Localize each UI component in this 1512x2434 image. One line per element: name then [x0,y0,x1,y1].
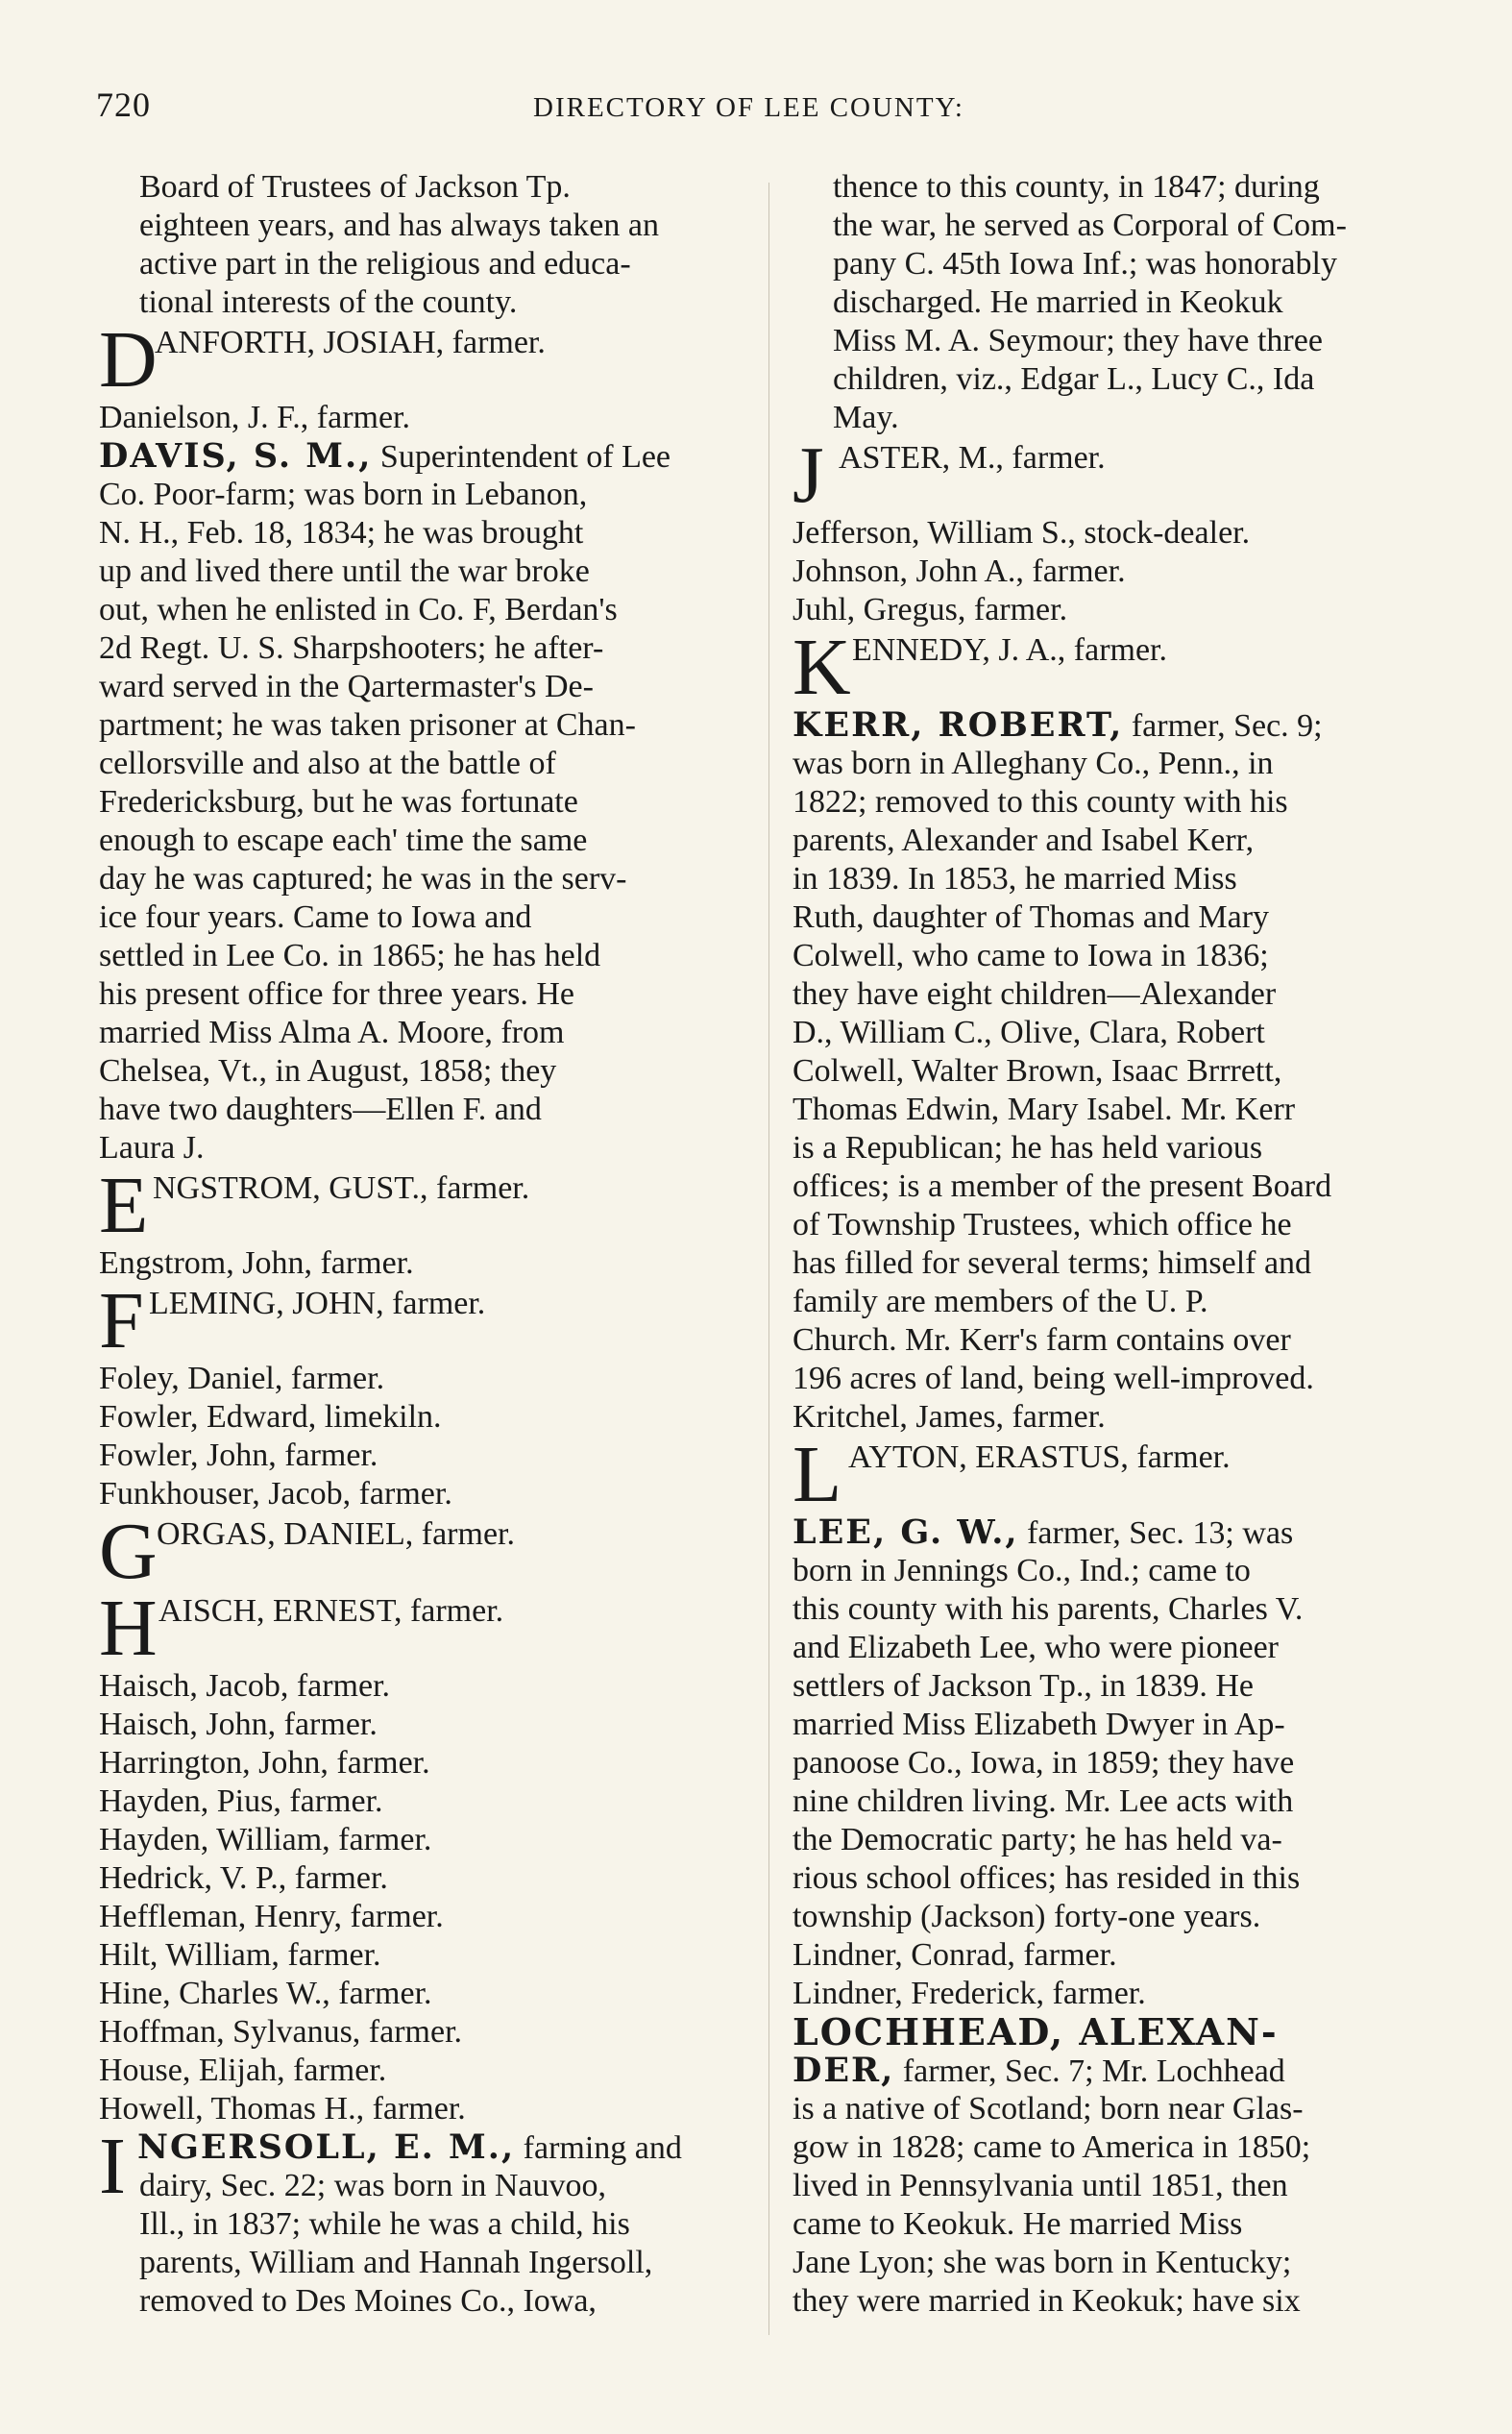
entry-lochhead [793,2010,1441,2321]
column-divider [768,183,769,2335]
text-line: 1822; removed to this county with his [793,784,1288,820]
entry-haisch-ernest: AISCH, ERNEST, farmer. [159,1593,504,1629]
running-head: DIRECTORY OF LEE COUNTY: [533,92,964,123]
text-line: married Miss Elizabeth Dwyer in Ap- [793,1707,1285,1742]
text-line: is a Republican; he has held various [793,1130,1263,1166]
entry-kennedy: ENNEDY, J. A., farmer. [852,632,1167,668]
text-line: settlers of Jackson Tp., in 1839. He [793,1668,1255,1704]
entry-text: farmer, Sec. 9; [1123,708,1323,744]
list-item: Jefferson, William S., stock-dealer. [793,515,1251,551]
continuation-paragraph [99,168,747,322]
entry-kerr [793,706,1441,1398]
text-line: Miss M. A. Seymour; they have three [833,323,1323,358]
text-line: the war, he served as Corporal of Com- [833,208,1347,243]
section-e-heading [99,1161,747,1250]
list-item: Heffleman, Henry, farmer. [99,1899,444,1934]
entry-name: NGERSOLL, E. M., [137,2127,516,2167]
drop-cap: I [99,2122,126,2211]
text-line: active part in the religious and educa- [139,246,631,282]
text-line: born in Jennings Co., Ind.; came to [793,1553,1251,1588]
text-line: was born in Alleghany Co., Penn., in [793,746,1274,781]
text-line: 2d Regt. U. S. Sharpshooters; he after- [99,630,604,666]
text-line: married Miss Alma A. Moore, from [99,1015,565,1050]
entry-text: farmer, Sec. 13; was [1018,1515,1294,1551]
text-line: have two daughters—Ellen F. and [99,1092,542,1127]
drop-cap: G [99,1507,158,1596]
text-line: offices; is a member of the present Board [793,1168,1332,1204]
text-line: Church. Mr. Kerr's farm contains over [793,1322,1291,1358]
text-line: they were married in Keokuk; have six [793,2283,1301,2319]
text-line: gow in 1828; came to America in 1850; [793,2129,1311,2165]
drop-cap: E [99,1161,149,1250]
text-line: 196 acres of land, being well-improved. [793,1361,1314,1396]
entry-name: KERR, ROBERT, [793,705,1124,745]
entry-text: Superintendent of Lee [372,439,671,475]
entry-text: farmer, Sec. 7; Mr. Lochhead [894,2053,1285,2089]
drop-cap: D [99,315,158,405]
list-item: Fowler, John, farmer. [99,1438,378,1473]
entry-gorgas: ORGAS, DANIEL, farmer. [157,1516,515,1552]
section-k-heading [793,623,1441,712]
section-d-heading [99,315,747,405]
list-item: Hedrick, V. P., farmer. [99,1860,388,1896]
entry-engstrom-john: Engstrom, John, farmer. [99,1245,414,1281]
text-line: his present office for three years. He [99,976,574,1012]
section-l-heading [793,1430,1441,1519]
text-line: D., William C., Olive, Clara, Robert [793,1015,1265,1050]
text-line: Ill., in 1837; while he was a child, his [139,2206,630,2242]
text-line: thence to this county, in 1847; during [833,169,1320,205]
drop-cap: J [793,430,824,520]
list-item: Fowler, Edward, limekiln. [99,1399,442,1435]
text-line: children, viz., Edgar L., Lucy C., Ida [833,361,1315,397]
text-line: day he was captured; he was in the serv- [99,861,627,897]
list-item: House, Elijah, farmer. [99,2053,387,2088]
text-line: pany C. 45th Iowa Inf.; was honorably [833,246,1338,282]
entry-lee [793,1513,1441,1936]
list-item: Hilt, William, farmer. [99,1937,381,1973]
text-line: Laura J. [99,1130,205,1166]
text-line: discharged. He married in Keokuk [833,284,1283,320]
entry-name-cont: DER, [793,2051,895,2090]
text-line: partment; he was taken prisoner at Chan- [99,707,636,743]
text-line: in 1839. In 1853, he married Miss [793,861,1237,897]
text-line: ice four years. Came to Iowa and [99,899,532,935]
entry-name: DAVIS, S. M., [99,436,373,476]
list-item: Juhl, Gregus, farmer. [793,592,1068,627]
list-item: Harrington, John, farmer. [99,1745,430,1781]
text-line: rious school offices; has resided in this [793,1860,1301,1896]
text-line: family are members of the U. P. [793,1284,1208,1319]
entry-davis [99,437,747,1168]
entry-fleming: LEMING, JOHN, farmer. [149,1286,486,1321]
text-line: nine children living. Mr. Lee acts with [793,1783,1294,1819]
page-number: 720 [96,86,151,124]
text-line: N. H., Feb. 18, 1834; he was brought [99,515,584,551]
text-line: has filled for several terms; himself and [793,1245,1312,1281]
text-line: they have eight children—Alexander [793,976,1277,1012]
list-item: Hayden, Pius, farmer. [99,1783,383,1819]
text-line: settled in Lee Co. in 1865; he has held [99,938,601,973]
text-line: panoose Co., Iowa, in 1859; they have [793,1745,1295,1781]
list-item: Hoffman, Sylvanus, farmer. [99,2014,463,2050]
text-line: out, when he enlisted in Co. F, Berdan's [99,592,618,627]
right-column [793,168,1441,2321]
left-column [99,168,747,2321]
text-line: Fredericksburg, but he was fortunate [99,784,578,820]
list-item: Lindner, Frederick, farmer. [793,1976,1146,2011]
section-g-heading [99,1507,747,1596]
list-item: Hine, Charles W., farmer. [99,1976,432,2011]
list-item: Haisch, Jacob, farmer. [99,1668,391,1704]
text-line: Co. Poor-farm; was born in Lebanon, [99,477,588,512]
text-line: Board of Trustees of Jackson Tp. [139,169,571,205]
text-line: eighteen years, and has always taken an [139,208,659,243]
text-line: Ruth, daughter of Thomas and Mary [793,899,1270,935]
text-line: lived in Pennsylvania until 1851, then [793,2168,1288,2203]
entry-text: farming and [515,2130,682,2166]
entry-engstrom-gust: NGSTROM, GUST., farmer. [153,1170,530,1206]
text-line: came to Keokuk. He married Miss [793,2206,1243,2242]
text-line: the Democratic party; he has held va- [793,1822,1282,1857]
section-h-heading [99,1584,747,1673]
list-item: Funkhouser, Jacob, farmer. [99,1476,452,1512]
list-item: Johnson, John A., farmer. [793,553,1126,589]
text-line: May. [833,400,899,435]
section-f-heading [99,1276,747,1365]
text-line: parents, William and Hannah Ingersoll, [139,2245,653,2280]
text-line: ward served in the Qartermaster's De- [99,669,594,704]
text-line: tional interests of the county. [139,284,518,320]
text-line: removed to Des Moines Co., Iowa, [139,2283,597,2319]
drop-cap: F [99,1276,144,1365]
text-line: Colwell, who came to Iowa in 1836; [793,938,1269,973]
entry-kritchel: Kritchel, James, farmer. [793,1399,1106,1435]
entry-danielson: Danielson, J. F., farmer. [99,400,410,435]
text-line: of Township Trustees, which office he [793,1207,1292,1242]
entry-danforth: ANFORTH, JOSIAH, farmer. [155,325,546,360]
list-item: Haisch, John, farmer. [99,1707,378,1742]
text-line: dairy, Sec. 22; was born in Nauvoo, [139,2168,606,2203]
entry-layton: AYTON, ERASTUS, farmer. [848,1439,1231,1475]
entry-name: LEE, G. W., [793,1512,1019,1552]
drop-cap: K [793,623,851,712]
text-line: is a native of Scotland; born near Glas- [793,2091,1304,2127]
text-line: and Elizabeth Lee, who were pioneer [793,1630,1279,1665]
drop-cap: H [99,1584,158,1673]
text-line: up and lived there until the war broke [99,553,590,589]
page-header [96,85,1441,133]
drop-cap: L [793,1430,842,1519]
list-item: Foley, Daniel, farmer. [99,1361,385,1396]
entry-name: LOCHHEAD, ALEXAN- [793,2010,1279,2053]
text-line: enough to escape each' time the same [99,823,588,858]
text-line: Jane Lyon; she was born in Kentucky; [793,2245,1292,2280]
text-line: this county with his parents, Charles V. [793,1591,1304,1627]
text-line: parents, Alexander and Isabel Kerr, [793,823,1255,858]
continuation-paragraph [793,168,1441,437]
text-line: Colwell, Walter Brown, Isaac Brrrett, [793,1053,1282,1089]
text-line: township (Jackson) forty-one years. [793,1899,1261,1934]
text-line: cellorsville and also at the battle of [99,746,556,781]
list-item: Howell, Thomas H., farmer. [99,2091,466,2127]
entry-ingersoll [99,2122,747,2321]
entry-jaster: ASTER, M., farmer. [839,440,1106,476]
text-line: Thomas Edwin, Mary Isabel. Mr. Kerr [793,1092,1296,1127]
section-j-heading [793,430,1441,520]
text-line: Chelsea, Vt., in August, 1858; they [99,1053,557,1089]
list-item: Lindner, Conrad, farmer. [793,1937,1117,1973]
list-item: Hayden, William, farmer. [99,1822,432,1857]
